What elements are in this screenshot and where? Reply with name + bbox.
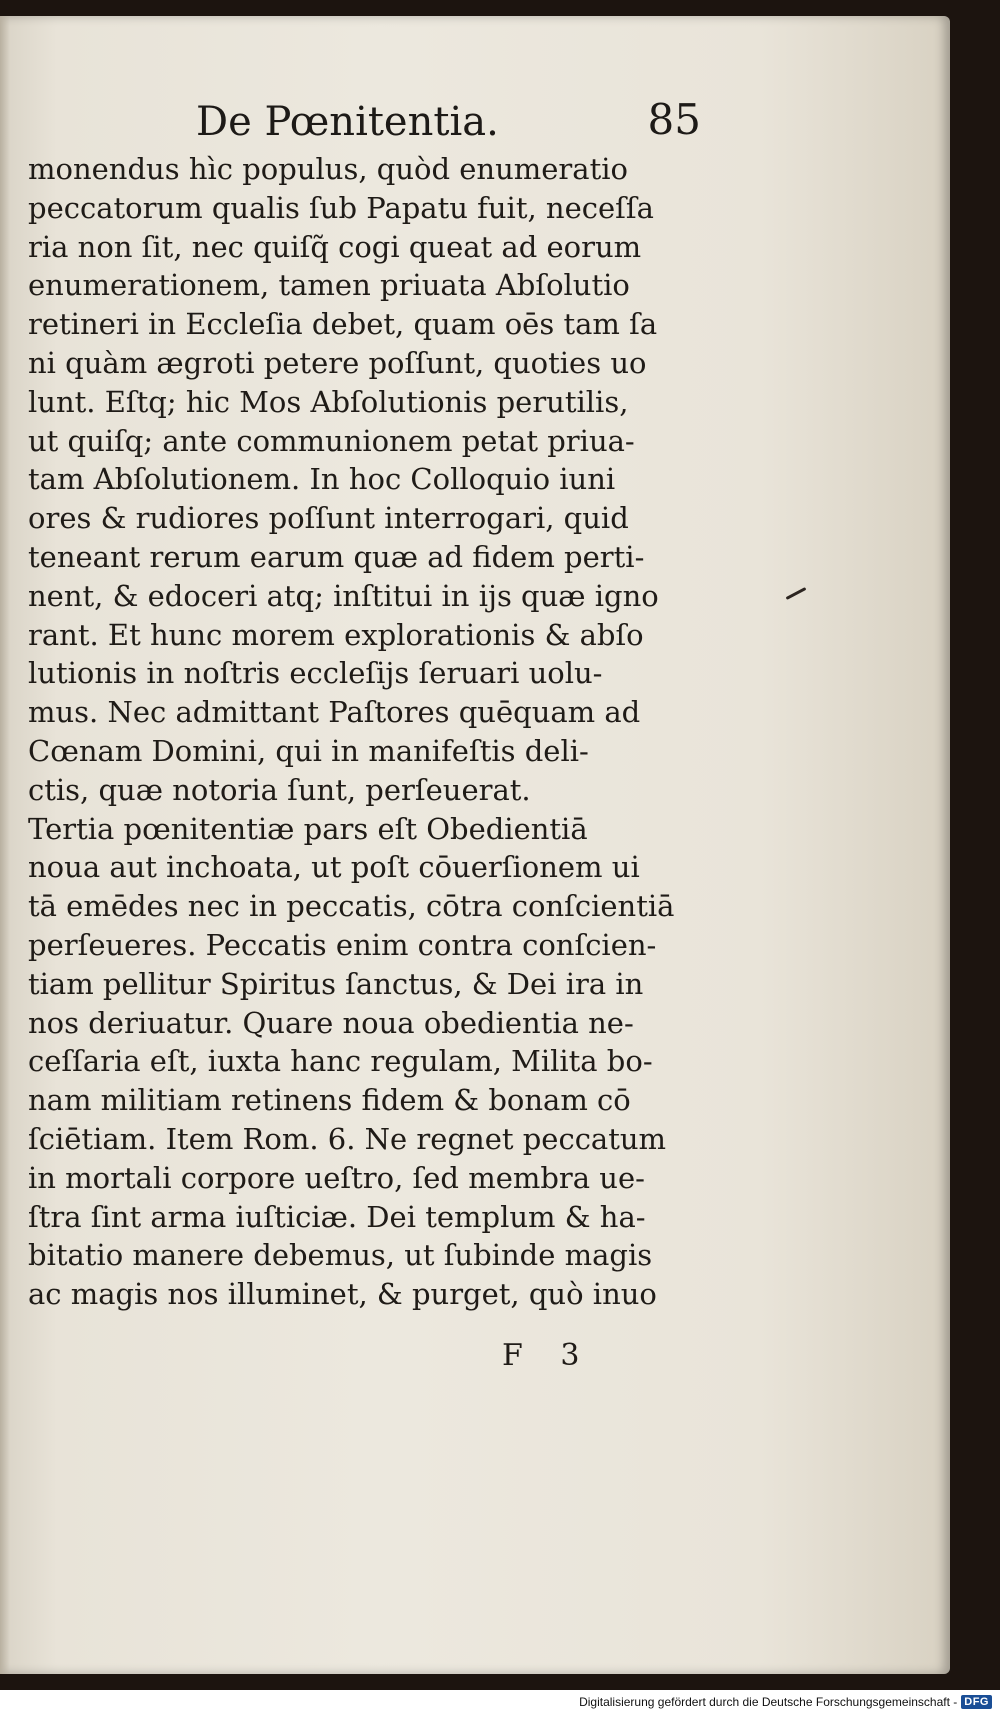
text-line: teneant rerum earum quæ ad fidem perti- xyxy=(28,539,645,574)
digitization-credit xyxy=(579,1695,992,1709)
text-line: monendus hìc populus, quòd enumeratio xyxy=(28,152,628,186)
text-line: ceſſaria eſt, iuxta hanc regulam, Milita bo- xyxy=(28,1044,653,1079)
text-line: ria non ſit, nec quiſq̃ cogi queat ad eorum xyxy=(28,229,642,264)
text-line: tam Abſolutionem. In hoc Colloquio iuni xyxy=(28,462,616,497)
page-gutter-shadow xyxy=(0,16,10,1674)
page-number: 85 xyxy=(647,95,701,144)
text-line: rant. Et hunc morem explorationis & abſo xyxy=(28,617,644,652)
credit-text: Digitalisierung gefördert durch die Deutsche Forschungsgemeinschaft - xyxy=(579,1695,958,1709)
body-text xyxy=(28,150,688,1314)
dfg-logo: DFG xyxy=(961,1695,992,1709)
signature-mark: F 3 xyxy=(502,1338,594,1373)
text-line: ac magis nos illuminet, & purget, quò inuo xyxy=(28,1277,657,1312)
text-line: ni quàm ægroti petere poſſunt, quoties uo xyxy=(28,345,647,380)
text-line: ctis, quæ notoria ſunt, perſeuerat. xyxy=(28,772,531,807)
text-line: ſtra ſint arma iuſticiæ. Dei templum & ha- xyxy=(28,1199,646,1234)
text-line: Tertia pœnitentiæ pars eſt Obedientiā xyxy=(28,811,588,846)
text-line: nam militiam retinens fidem & bonam cō xyxy=(28,1083,631,1118)
text-line: peccatorum qualis ſub Papatu fuit, neceſſa xyxy=(28,190,654,225)
text-line: perſeueres. Peccatis enim contra conſcien- xyxy=(28,927,657,962)
text-line: enumerationem, tamen priuata Abſolutio xyxy=(28,268,630,303)
text-line: bitatio manere debemus, ut ſubinde magis xyxy=(28,1238,653,1273)
text-line: in mortali corpore ueſtro, ſed membra ue- xyxy=(28,1160,645,1195)
text-line: tiam pellitur Spiritus ſanctus, & Dei ira in xyxy=(28,966,644,1001)
text-line: retineri in Eccleſia debet, quam oēs tam ſa xyxy=(28,307,658,342)
page-header xyxy=(196,96,701,156)
text-line: mus. Nec admittant Paſtores quēquam ad xyxy=(28,695,641,730)
text-line: noua aut inchoata, ut poſt cōuerſionem ui xyxy=(28,850,640,885)
text-line: ut quiſq; ante communionem petat priua- xyxy=(28,423,635,458)
running-head: De Pœnitentia. xyxy=(196,99,499,145)
text-line: nent, & edoceri atq; inſtitui in ijs quæ igno xyxy=(28,578,659,613)
text-line: ores & rudiores poſſunt interrogari, quid xyxy=(28,501,629,536)
text-line: nos deriuatur. Quare noua obedientia ne- xyxy=(28,1005,634,1040)
text-line: tā emēdes nec in peccatis, cōtra conſcientiā xyxy=(28,889,675,924)
text-line: ſciētiam. Item Rom. 6. Ne regnet peccatum xyxy=(28,1121,667,1156)
text-line: lunt. Eſtq; hic Mos Abſolutionis perutilis, xyxy=(28,384,629,419)
text-line: lutionis in noſtris eccleſijs ſeruari uolu- xyxy=(28,656,603,691)
text-line: Cœnam Domini, qui in manifeſtis deli- xyxy=(28,733,589,768)
